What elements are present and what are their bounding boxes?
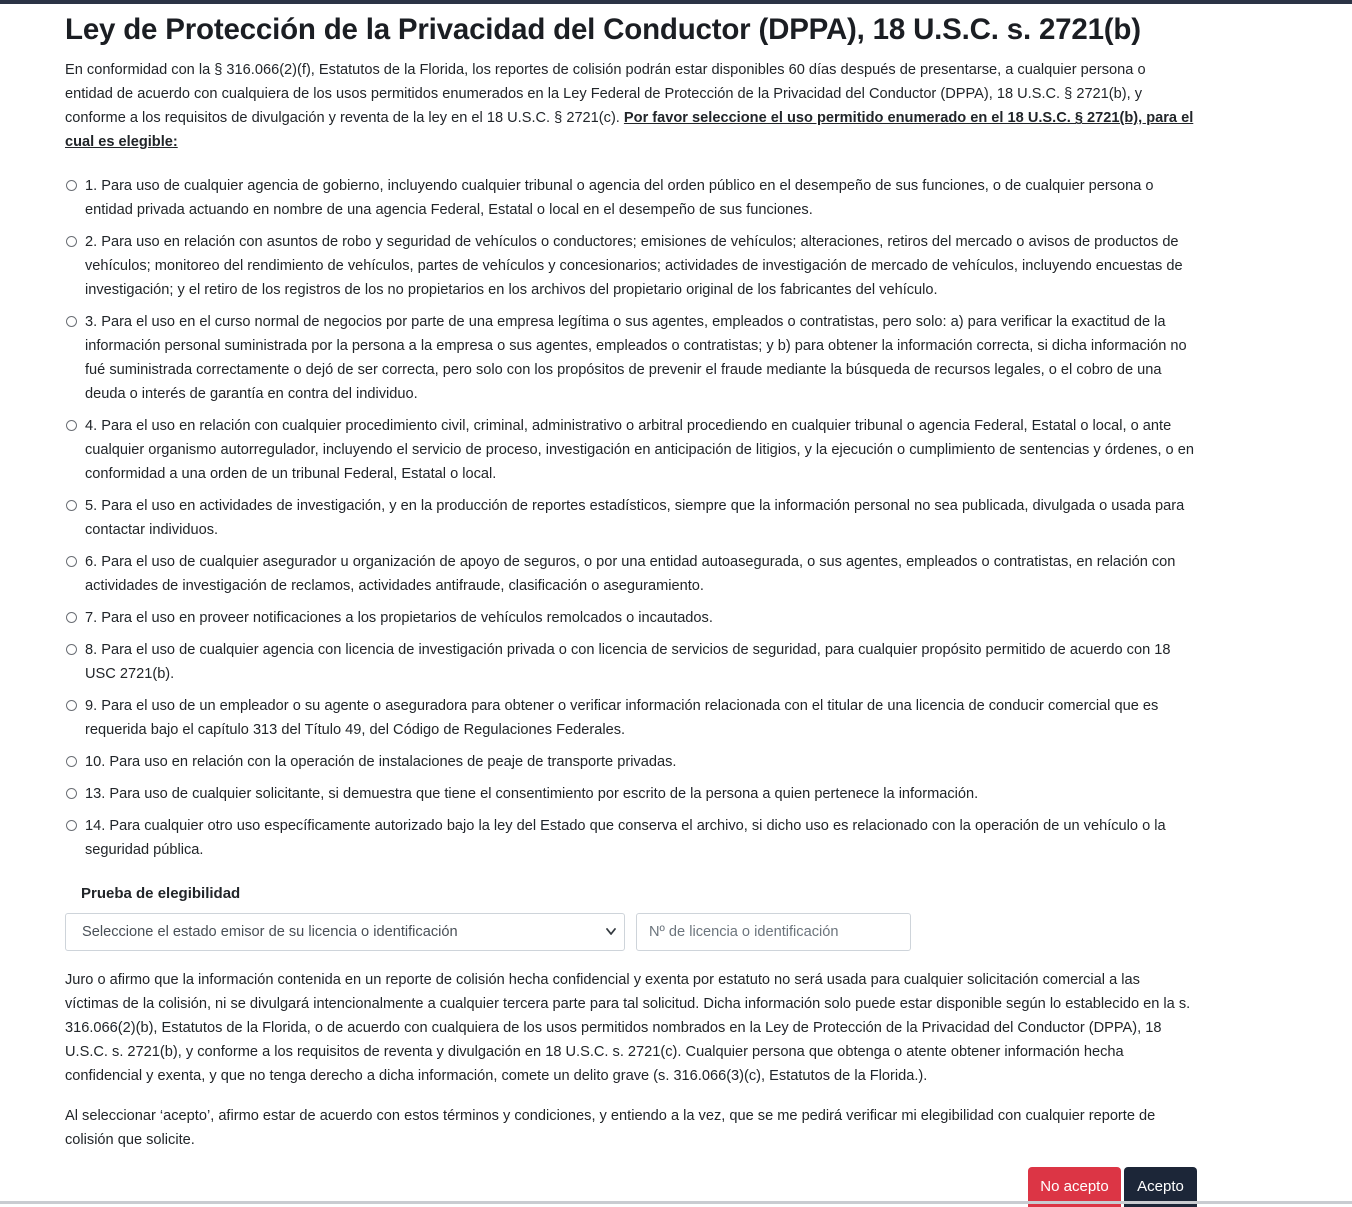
radio-button[interactable]	[66, 236, 77, 247]
radio-button[interactable]	[66, 556, 77, 567]
issuing-state-select[interactable]	[65, 913, 625, 951]
top-border	[0, 0, 1352, 4]
radio-button[interactable]	[66, 180, 77, 191]
license-number-input[interactable]	[636, 913, 911, 951]
option-label: 8. Para el uso de cualquier agencia con licencia de investigación privada o con licencia de servicios de seguridad, para cualquier propósito permitido de acuerdo con 18 USC 2721(b).	[85, 642, 1171, 682]
option-label: 6. Para el uso de cualquier asegurador u organización de apoyo de seguros, o por una entidad autoasegurada, o sus agentes, empleados o contratistas, en relación con actividades de investigación de reclamos, actividades antifraude, clasificación o aseguramiento.	[85, 554, 1176, 594]
accept-button[interactable]: Acepto	[1124, 1167, 1197, 1207]
permitted-use-options	[65, 174, 1197, 862]
option-6[interactable]	[65, 550, 1197, 598]
option-13[interactable]	[65, 782, 1197, 806]
intro-paragraph	[65, 58, 1197, 154]
option-9[interactable]	[65, 694, 1197, 742]
radio-button[interactable]	[66, 756, 77, 767]
option-label: 4. Para el uso en relación con cualquier procedimiento civil, criminal, administrativo o arbitral procediendo en cualquier tribunal o agencia Federal, Estatal o local, o ante cualquier organismo autorregulador, incluyendo el servicio de proceso, investigación en anticipación de litigios, y la ejecución o cumplimiento de sentencias y órdenes, o en conformidad a una orden de un tribunal Federal, Estatal o local.	[85, 418, 1194, 482]
radio-button[interactable]	[66, 700, 77, 711]
option-label: 1. Para uso de cualquier agencia de gobierno, incluyendo cualquier tribunal o agencia del orden público en el desempeño de sus funciones, o de cualquier persona o entidad privada actuando en nombre de una agencia Federal, Estatal o local en el desempeño de sus funciones.	[85, 178, 1154, 218]
option-label: 14. Para cualquier otro uso específicamente autorizado bajo la ley del Estado que conserva el archivo, si dicho uso es relacionado con la operación de un vehículo o la seguridad pública.	[85, 818, 1166, 858]
radio-button[interactable]	[66, 500, 77, 511]
option-4[interactable]	[65, 414, 1197, 486]
radio-button[interactable]	[66, 788, 77, 799]
radio-button[interactable]	[66, 316, 77, 327]
option-label: 10. Para uso en relación con la operación de instalaciones de peaje de transporte privadas.	[85, 754, 677, 770]
option-7[interactable]	[65, 606, 1197, 630]
option-label: 3. Para el uso en el curso normal de negocios por parte de una empresa legítima o sus agentes, empleados o contratistas, pero solo: a) para verificar la exactitud de la información personal suministrada por la persona a la empresa o sus agentes, empleados o contratistas; y b) para obtener la información correcta, si dicha información no fué suministrada correctamente o dejó de ser correcta, pero solo con los propósitos de prevenir el fraude mediante la búsqueda de recursos legales, o el cobro de una deuda o interés de garantía en contra del individuo.	[85, 314, 1187, 402]
option-label: 13. Para uso de cualquier solicitante, si demuestra que tiene el consentimiento por escrito de la persona a quien pertenece la información.	[85, 786, 979, 802]
radio-button[interactable]	[66, 644, 77, 655]
agreement-paragraph: Al seleccionar ‘acepto’, afirmo estar de acuerdo con estos términos y condiciones, y entiendo a la vez, que se me pedirá verificar mi elegibilidad con cualquier reporte de colisión que solicite.	[65, 1108, 1156, 1148]
state-select-value: Seleccione el estado emisor de su licencia o identificación	[82, 924, 458, 940]
option-3[interactable]	[65, 310, 1197, 406]
chevron-down-icon	[604, 914, 618, 950]
intro-text: En conformidad con la § 316.066(2)(f), Estatutos de la Florida, los reportes de colisión podrán estar disponibles 60 días después de presentarse, a cualquier persona o entidad de acuerdo con cualquiera de los usos permitidos enumerados en la Ley Federal de Protección de la Privacidad del Conductor (DPPA), 18 U.S.C. § 2721(b), y conforme a los requisitos de divulgación y reventa de la ley en el 18 U.S.C. § 2721(c).	[65, 62, 1146, 126]
option-2[interactable]	[65, 230, 1197, 302]
option-label: 7. Para el uso en proveer notificaciones a los propietarios de vehículos remolcados o incautados.	[85, 610, 713, 626]
radio-button[interactable]	[66, 820, 77, 831]
option-10[interactable]	[65, 750, 1197, 774]
option-14[interactable]	[65, 814, 1197, 862]
radio-button[interactable]	[66, 420, 77, 431]
dppa-content	[65, 10, 1197, 870]
option-5[interactable]	[65, 494, 1197, 542]
radio-button[interactable]	[66, 612, 77, 623]
option-label: 2. Para uso en relación con asuntos de robo y seguridad de vehículos o conductores; emisiones de vehículos; alteraciones, retiros del mercado o avisos de productos de vehículos; monitoreo del rendimiento de vehículos, partes de vehículos y concesionarios; actividades de investigación de mercado de vehículos, incluyendo encuestas de investigación; y el retiro de los registros de los no propietarios en los archivos del propietario original de los fabricantes del vehículo.	[85, 234, 1183, 298]
option-label: 5. Para el uso en actividades de investigación, y en la producción de reportes estadísticos, siempre que la información personal no sea publicada, divulgada o usada para contactar individuos.	[85, 498, 1185, 538]
decline-button[interactable]: No acepto	[1028, 1167, 1121, 1207]
oath-paragraph: Juro o afirmo que la información contenida en un reporte de colisión hecha confidencial y exenta por estatuto no será usada para cualquier solicitación comercial a las víctimas de la colisión, ni se divulgará intencionalmente a cualquier tercera parte para tal solicitud. Dicha información solo puede estar disponible según lo establecido en la s. 316.066(2)(b), Estatutos de la Florida, o de acuerdo con cualquiera de los usos permitidos nombrados en la Ley de Protección de la Privacidad del Conductor (DPPA), 18 U.S.C. s. 2721(b), y conforme a los requisitos de reventa y divulgación en 18 U.S.C. s. 2721(c). Cualquier persona que obtenga o atente obtener información hecha confidencial y exenta, y que no tenga derecho a dicha información, comete un delito grave (s. 316.066(3)(c), Estatutos de la Florida.).	[65, 972, 1191, 1084]
option-label: 9. Para el uso de un empleador o su agente o aseguradora para obtener o verificar información relacionada con el titular de una licencia de conducir comercial que es requerida bajo el capítulo 313 del Título 49, del Código de Regulaciones Federales.	[85, 698, 1159, 738]
eligibility-heading: Prueba de elegibilidad	[81, 885, 241, 902]
option-1[interactable]	[65, 174, 1197, 222]
option-8[interactable]	[65, 638, 1197, 686]
page-title: Ley de Protección de la Privacidad del Conductor (DPPA), 18 U.S.C. s. 2721(b)	[65, 13, 1141, 46]
intro-emphasis: Por favor seleccione el uso permitido enumerado en el 18 U.S.C. § 2721(b), para el cual es elegible:	[65, 110, 1194, 150]
